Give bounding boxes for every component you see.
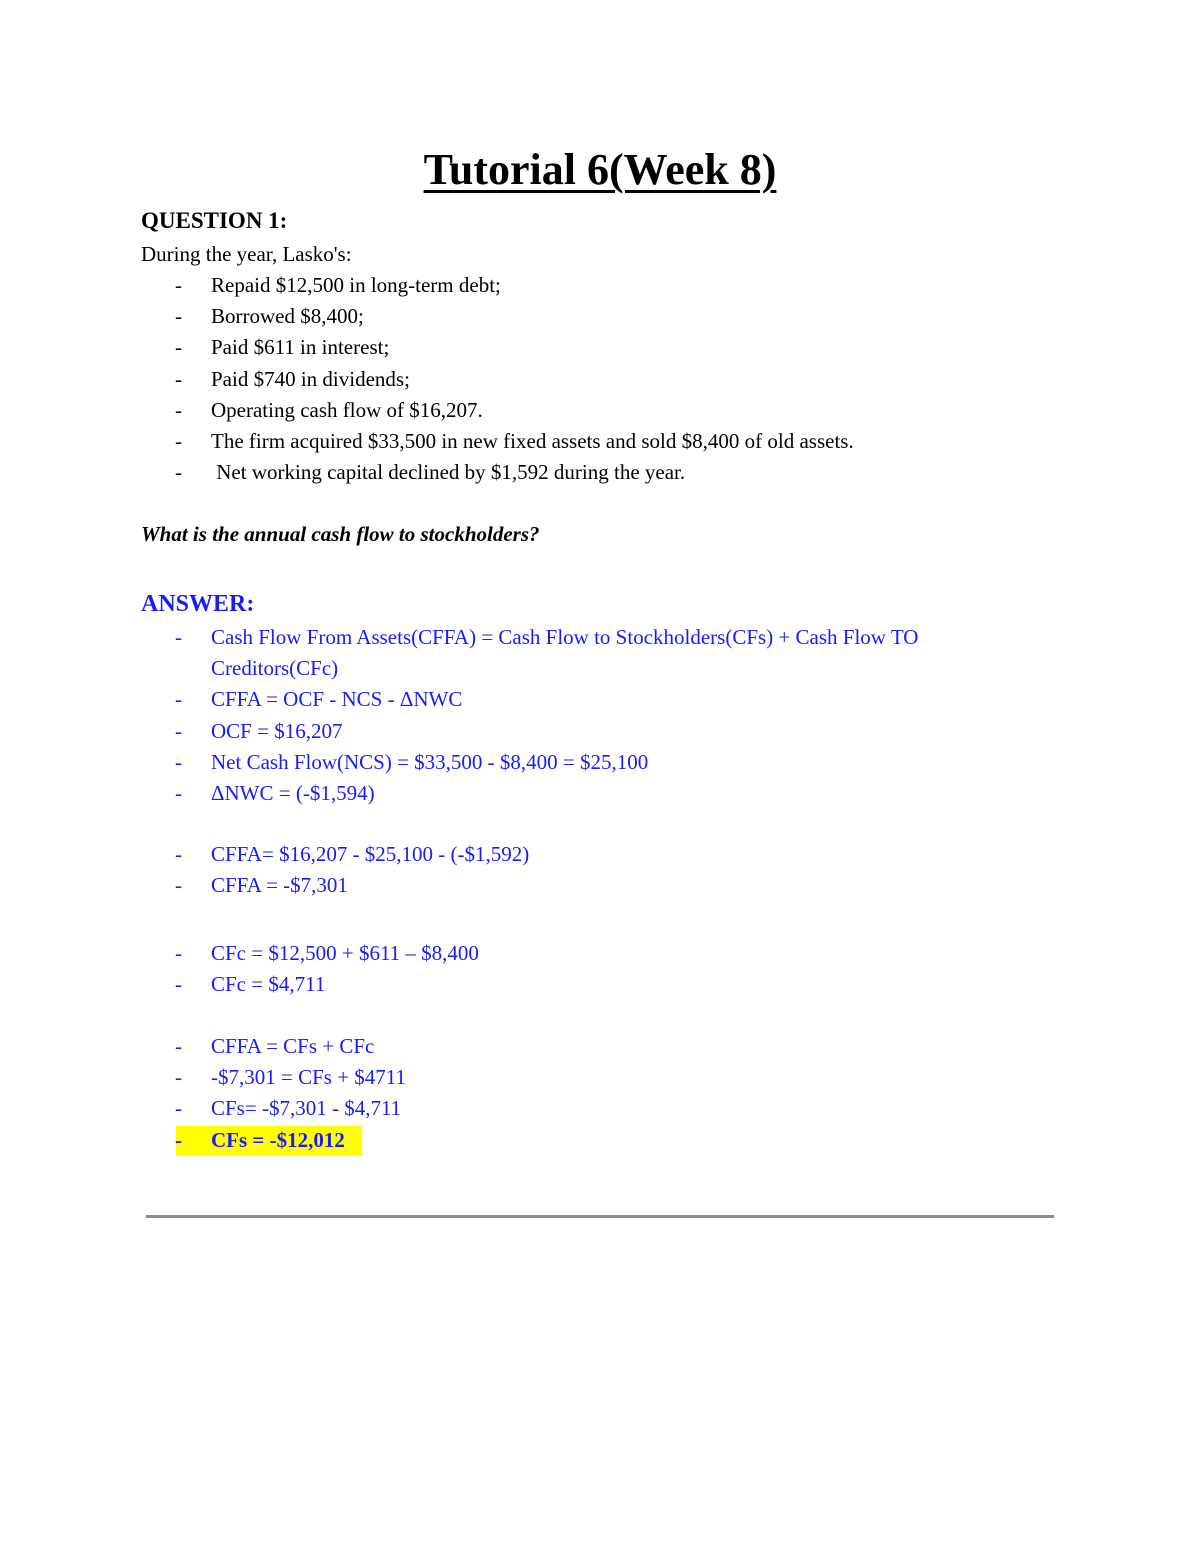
bullet-dash: -: [175, 304, 182, 329]
list-item: - The firm acquired $33,500 in new fixed assets and sold $8,400 of old assets.: [141, 426, 854, 457]
bullet-dash: -: [175, 781, 182, 806]
list-item: - Paid $740 in dividends;: [141, 364, 854, 395]
bullet-dash: -: [175, 687, 182, 712]
question-prompt: What is the annual cash flow to stockholders?: [141, 522, 540, 546]
bullet-dash: -: [175, 873, 182, 898]
answer-list-cfc: [141, 938, 479, 1000]
bullet-dash: -: [175, 429, 182, 454]
page-title: Tutorial 6(Week 8): [423, 145, 777, 194]
bullet-dash: -: [175, 718, 182, 743]
final-answer: - CFs = -$12,012: [141, 1125, 406, 1156]
bullet-dash: -: [175, 625, 182, 649]
list-item: - Repaid $12,500 in long-term debt;: [141, 270, 854, 301]
list-item: - CFs= -$7,301 - $4,711: [141, 1093, 406, 1124]
list-item: - CFc = $4,711: [141, 969, 479, 1000]
bullet-dash: -: [175, 972, 182, 997]
list-item: - Paid $611 in interest;: [141, 332, 854, 363]
horizontal-divider: [146, 1215, 1054, 1218]
list-item: - CFFA = OCF - NCS - ΔNWC: [141, 684, 1041, 715]
bullet-dash: -: [175, 335, 182, 360]
list-item: - CFFA= $16,207 - $25,100 - (-$1,592): [141, 839, 529, 870]
bullet-dash: -: [175, 842, 182, 866]
question-heading: QUESTION 1:: [141, 208, 288, 233]
answer-list-cfs: [141, 1031, 406, 1156]
bullet-dash: -: [175, 941, 182, 965]
list-item: - Borrowed $8,400;: [141, 301, 854, 332]
list-item: - ΔNWC = (-$1,594): [141, 778, 1041, 809]
list-item: - Cash Flow From Assets(CFFA) = Cash Flow to Stockholders(CFs) + Cash Flow TO Creditors(CFc): [141, 622, 1041, 684]
bullet-dash: -: [175, 273, 182, 297]
answer-list-formulas: [141, 622, 1041, 809]
list-item: - Operating cash flow of $16,207.: [141, 395, 854, 426]
list-item: - OCF = $16,207: [141, 716, 1041, 747]
bullet-dash: -: [175, 1034, 182, 1058]
bullet-dash: -: [175, 1127, 182, 1152]
question-intro: During the year, Lasko's:: [141, 242, 352, 266]
list-item: - CFFA = CFs + CFc: [141, 1031, 406, 1062]
answer-list-cffa: [141, 839, 529, 901]
given-facts-list: [141, 270, 854, 488]
bullet-dash: -: [175, 366, 182, 391]
bullet-dash: -: [175, 460, 182, 485]
list-item: - Net Cash Flow(NCS) = $33,500 - $8,400 = $25,100: [141, 747, 1041, 778]
answer-heading: ANSWER:: [141, 591, 255, 617]
list-item: - CFc = $12,500 + $611 – $8,400: [141, 938, 479, 969]
list-item: - CFFA = -$7,301: [141, 870, 529, 901]
bullet-dash: -: [175, 397, 182, 422]
bullet-dash: -: [175, 749, 182, 774]
bullet-dash: -: [175, 1096, 182, 1121]
bullet-dash: -: [175, 1065, 182, 1090]
list-item: - Net working capital declined by $1,592 during the year.: [141, 457, 854, 488]
list-item: - -$7,301 = CFs + $4711: [141, 1062, 406, 1093]
